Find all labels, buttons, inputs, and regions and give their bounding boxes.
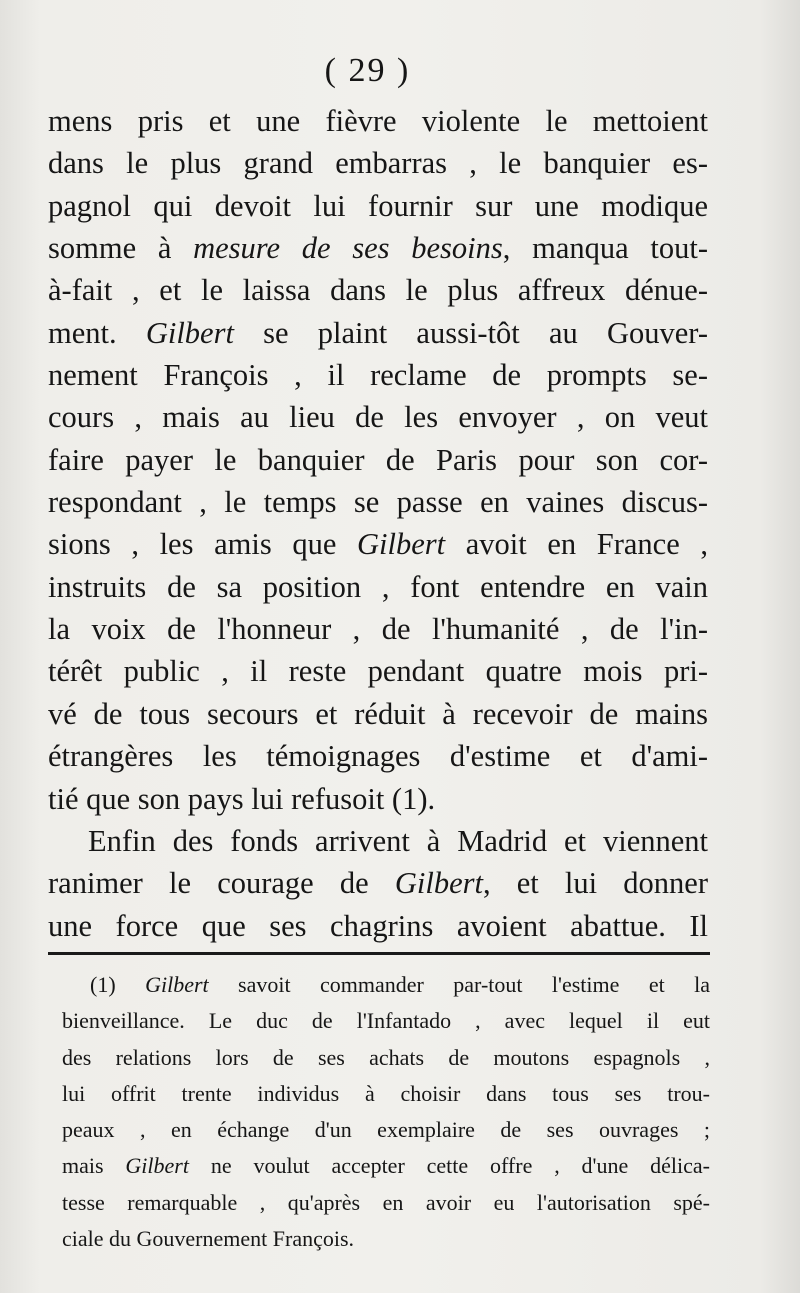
body-text: [48, 100, 708, 947]
text-line: faire payer le banquier de Paris pour son cor-: [48, 442, 708, 477]
italic-name: Gilbert: [394, 866, 483, 901]
footnote-line: mais Gilbert ne voulut accepter cette offre , d'une délica-: [62, 1153, 710, 1179]
page-number: ( 29 ): [324, 52, 411, 89]
text-line: somme à mesure de ses besoins, manqua tout-: [48, 231, 708, 266]
text-line: instruits de sa position , font entendre en vain: [48, 569, 708, 604]
text-line: ment. Gilbert se plaint aussi-tôt au Gouver-: [48, 315, 708, 350]
footnote-rule: [48, 952, 710, 955]
text-line: étrangères les témoignages d'estime et d'ami-: [48, 739, 708, 774]
text-line: pagnol qui devoit lui fournir sur une modique: [48, 188, 708, 223]
footnote-line: lui offrit trente individus à choisir dans tous ses trou-: [62, 1080, 710, 1106]
text-line: à-fait , et le laissa dans le plus affreux dénue-: [48, 273, 708, 308]
footnote-line: peaux , en échange d'un exemplaire de ses ouvrages ;: [62, 1117, 710, 1143]
text-line: vé de tous secours et réduit à recevoir de mains: [48, 696, 708, 731]
footnote-line: des relations lors de ses achats de moutons espagnols ,: [62, 1044, 710, 1070]
italic-phrase: mesure de ses besoins: [193, 231, 503, 266]
text-line: sions , les amis que Gilbert avoit en France ,: [48, 527, 708, 562]
text-line: dans le plus grand embarras , le banquier es-: [48, 146, 708, 181]
text-line: une force que ses chagrins avoient abattue. Il: [48, 908, 708, 943]
text-line: cours , mais au lieu de les envoyer , on veut: [48, 400, 708, 435]
text-line: tié que son pays lui refusoit (1).: [48, 781, 436, 816]
italic-name: Gilbert: [145, 315, 234, 350]
footnote-line: bienveillance. Le duc de l'Infantado , avec lequel il eut: [62, 1008, 710, 1034]
text-line: mens pris et une fièvre violente le mettoient: [48, 104, 708, 138]
text-line: térêt public , il reste pendant quatre mois pri-: [48, 654, 708, 689]
text-line: nement François , il reclame de prompts se-: [48, 358, 708, 393]
footnote-line: tesse remarquable , qu'après en avoir eu l'autorisation spé-: [62, 1189, 710, 1215]
text-line: la voix de l'honneur , de l'humanité , de l'in-: [48, 612, 708, 647]
text-line: ranimer le courage de Gilbert, et lui donner: [48, 866, 708, 901]
footnote-line: (1) Gilbert savoit commander par-tout l'estime et la: [90, 972, 710, 997]
footnote: [62, 967, 710, 1257]
text-line: Enfin des fonds arrivent à Madrid et viennent: [88, 823, 708, 858]
italic-name: Gilbert: [145, 972, 209, 997]
italic-name: Gilbert: [125, 1153, 189, 1179]
text-line: respondant , le temps se passe en vaines discus-: [48, 485, 708, 520]
footnote-line: ciale du Gouvernement François.: [62, 1226, 355, 1252]
italic-name: Gilbert: [357, 527, 446, 562]
